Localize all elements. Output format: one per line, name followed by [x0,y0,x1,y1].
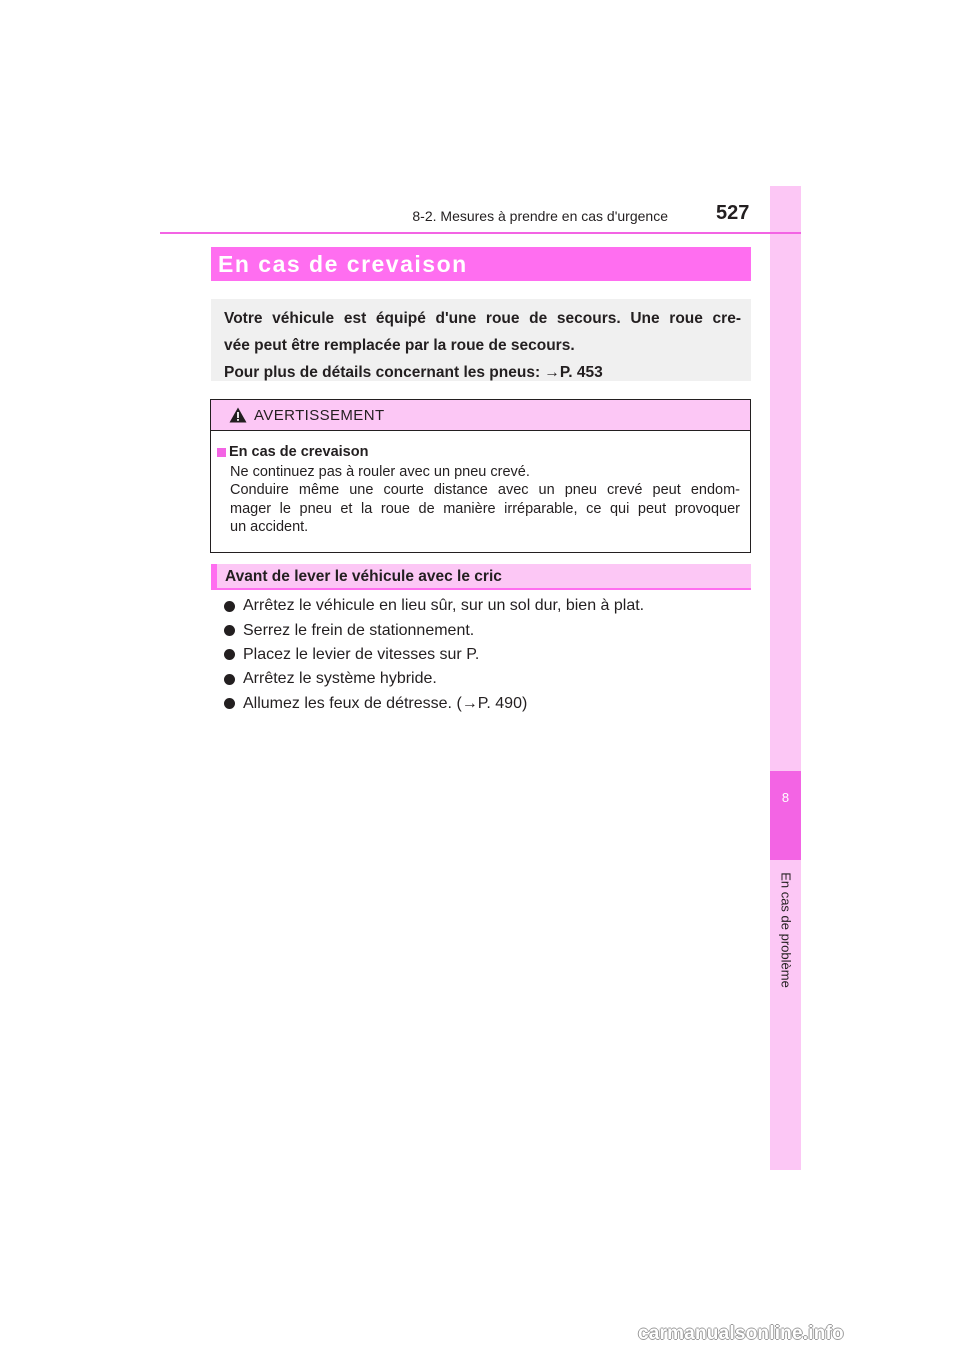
warning-subheading [216,443,740,462]
bullet-dot-icon [224,698,235,709]
bullet-list [224,594,751,716]
warning-line-1: Ne continuez pas à rouler avec un pneu crevé. [230,463,530,480]
chapter-side-tab [770,186,801,1170]
list-item [224,618,751,642]
warning-title: AVERTISSEMENT [254,407,385,424]
list-item [224,667,751,691]
list-item-text: Arrêtez le système hybride. [243,670,437,688]
intro-line-3: Pour plus de détails concernant les pneus: →P. 453 [224,364,603,381]
list-item-text: Arrêtez le véhicule en lieu sûr, sur un sol dur, bien à plat. [243,597,645,615]
list-item-text: Allumez les feux de détresse. (→P. 490) [243,694,528,712]
intro-box [211,299,751,381]
chapter-number: 8 [781,790,790,805]
header-divider [160,232,801,234]
warning-triangle-icon [229,407,247,423]
bullet-dot-icon [224,649,235,660]
bullet-dot-icon [224,674,235,685]
list-item [224,594,751,618]
list-item [224,692,751,716]
warning-line-4: un accident. [230,519,309,535]
warning-body [211,431,750,537]
section-title-bar [211,247,751,281]
square-bullet-icon [217,448,226,457]
bullet-dot-icon [224,601,235,612]
warning-header [211,400,750,431]
list-item-text: Placez le levier de vitesses sur P. [243,645,480,663]
header-section-title: 8-2. Mesures à prendre en cas d'urgence [412,208,668,224]
bullet-dot-icon [224,625,235,636]
intro-line-2: vée peut être remplacée par la roue de secours. [224,337,575,354]
section-title: En cas de crevaison [218,251,468,277]
subsection-title: Avant de lever le véhicule avec le cric [225,568,502,585]
watermark: carmanualsonline.info [638,1323,844,1344]
intro-line-1: Votre véhicule est équipé d'une roue de secours. Une roue cre- [224,310,741,327]
page-number: 527 [716,202,750,224]
subsection-title-bar [211,564,751,590]
chapter-title: En cas de problème [778,872,794,988]
list-item-text: Serrez le frein de stationnement. [243,621,475,639]
warning-subheading-text: En cas de crevaison [229,444,369,460]
warning-line-3: mager le pneu et la roue de manière irréparable, ce qui peut provoquer [230,500,740,517]
warning-box [210,399,751,553]
list-item [224,643,751,667]
chapter-tab-active [770,771,801,860]
warning-line-2: Conduire même une courte distance avec un pneu crevé peut endom- [230,482,740,498]
